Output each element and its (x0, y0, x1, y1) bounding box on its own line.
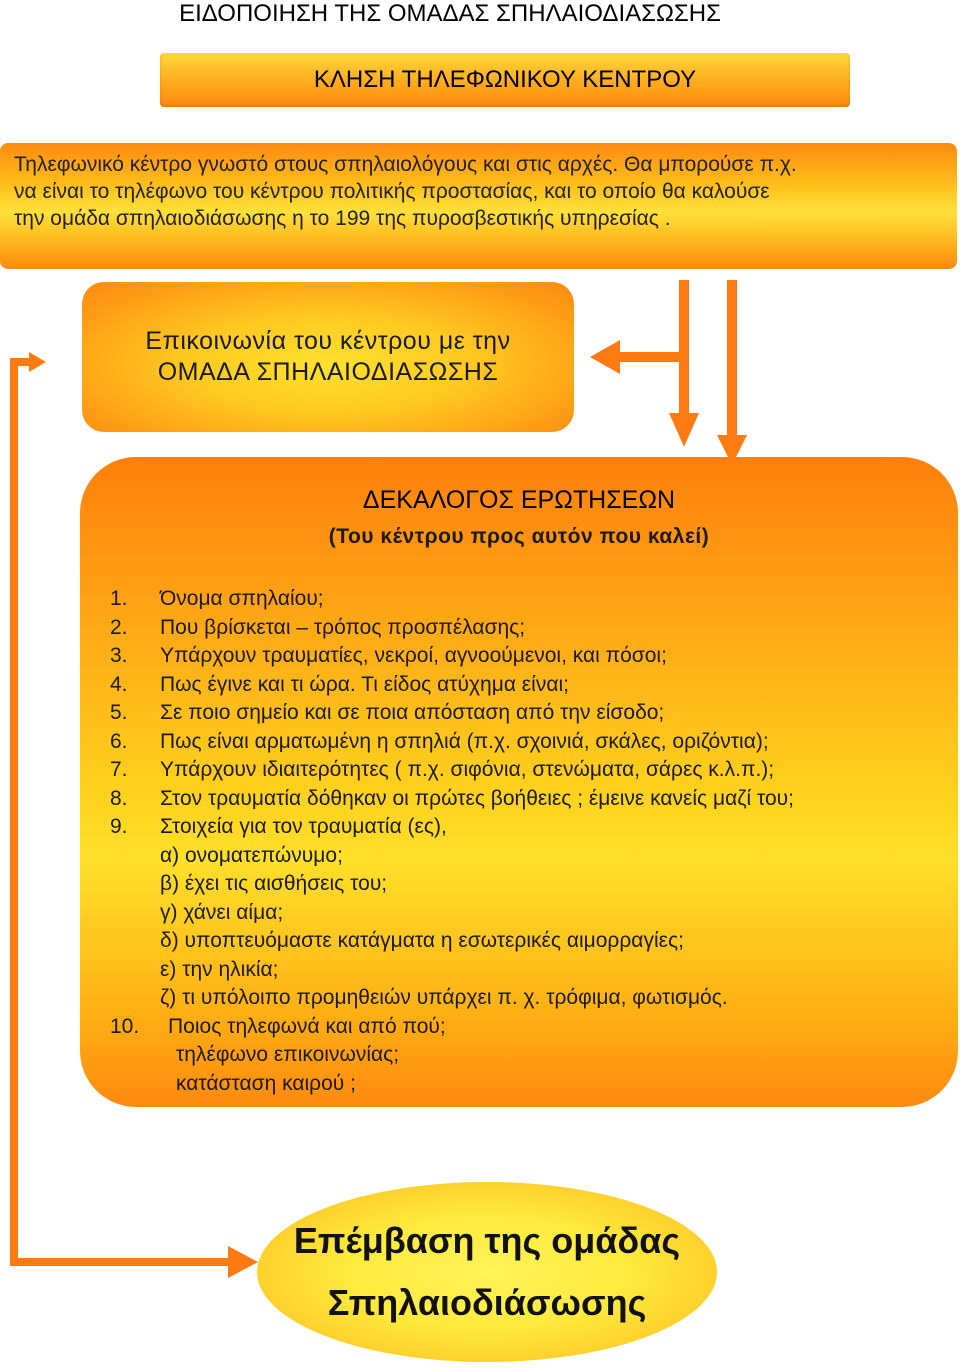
sub-item: γ) χάνει αίμα; (160, 900, 284, 924)
sub-item: δ) υποπτευόμαστε κατάγματα η εσωτερικές αιμορραγίες; (160, 929, 684, 952)
item-number: 1. (110, 587, 128, 610)
questions-subtitle: (Του κέντρου προς αυτόν που καλεί) (328, 525, 710, 548)
page-title: ΕΙΔΟΠΟΙΗΣΗ ΤΗΣ ΟΜΑΔΑΣ ΣΠΗΛΑΙΟΔΙΑΣΩΣΗΣ (179, 0, 721, 27)
sub-item: ζ) τι υπόλοιπο προμηθειών υπάρχει π. χ. τρόφιμα, φωτισμός. (160, 986, 728, 1009)
intervention-oval (257, 1182, 717, 1362)
down-arrow-left-head (669, 413, 699, 447)
item-number: 10. (110, 1014, 140, 1038)
list-item (110, 813, 940, 842)
sub-item: κατάσταση καιρού ; (176, 1071, 356, 1095)
list-item (110, 671, 940, 700)
item-number: 4. (110, 672, 128, 696)
list-item (110, 614, 940, 643)
final-line-1: Επέμβαση της ομάδας (293, 1220, 681, 1261)
item-text: Σε ποιο σημείο και σε ποια απόσταση από την είσοδο; (160, 701, 665, 724)
questions-list (110, 585, 940, 1098)
list-item (110, 756, 940, 785)
item-text: Υπάρχουν τραυματίες, νεκροί, αγνοούμενοι, και πόσοι; (160, 644, 667, 667)
left-arrow-head (590, 340, 620, 374)
item-number: 5. (110, 701, 128, 724)
down-arrow-right-shaft (727, 280, 737, 440)
item-text: Πως έγινε και τι ώρα. Τι είδος ατύχημα είναι; (160, 672, 569, 696)
item-text: Υπάρχουν ιδιαιτερότητες ( π.χ. σιφόνια, στενώματα, σάρες κ.λ.π.); (160, 758, 775, 781)
sub-item: τηλέφωνο επικοινωνίας; (176, 1043, 400, 1066)
final-line-2: Σπηλαιοδιάσωσης (327, 1282, 647, 1323)
item-text: Όνομα σπηλαίου; (160, 587, 324, 610)
down-arrow-left-shaft (679, 280, 689, 415)
list-item (110, 699, 940, 728)
item-number: 2. (110, 615, 128, 639)
list-item (110, 585, 940, 614)
item-number: 9. (110, 815, 128, 838)
list-item (110, 1013, 940, 1042)
list-item (110, 728, 940, 757)
item-number: 6. (110, 729, 128, 753)
communication-line-2: ΟΜΑΔΑ ΣΠΗΛΑΙΟΔΙΑΣΩΣΗΣ (157, 358, 499, 386)
info-line-2: να είναι το τηλέφωνο του κέντρου πολιτικής προστασίας, και το οποίο θα καλούσε (14, 180, 770, 203)
list-item (110, 642, 940, 671)
final-arrowhead (228, 1246, 258, 1278)
item-text: Που βρίσκεται – τρόπος προσπέλασης; (160, 615, 526, 639)
sub-item: β) έχει τις αισθήσεις του; (160, 872, 388, 895)
info-line-3: την ομάδα σπηλαιοδιάσωσης η το 199 της πυροσβεστικής υπηρεσίας . (14, 207, 671, 230)
item-number: 3. (110, 644, 128, 667)
sub-item: α) ονοματεπώνυμο; (160, 843, 343, 867)
call-center-label: ΚΛΗΣΗ ΤΗΛΕΦΩΝΙΚΟΥ ΚΕΝΤΡΟΥ (313, 66, 697, 93)
item-text: Πως είναι αρματωμένη η σπηλιά (π.χ. σχοινιά, σκάλες, οριζόντια); (160, 729, 769, 753)
item-text: Στον τραυματία δόθηκαν οι πρώτες βοήθειες ; έμεινε κανείς μαζί του; (160, 786, 794, 810)
questions-title: ΔΕΚΑΛΟΓΟΣ ΕΡΩΤΗΣΕΩΝ (362, 486, 676, 514)
sub-item: ε) την ηλικία; (160, 957, 279, 981)
item-text: Στοιχεία για τον τραυματία (ες), (160, 815, 447, 838)
item-number: 8. (110, 786, 128, 810)
item-text: Ποιος τηλεφωνά και από πού; (168, 1014, 446, 1038)
left-top-arrowhead (29, 352, 46, 372)
info-line-1: Τηλεφωνικό κέντρο γνωστό στους σπηλαιολόγους και στις αρχές. Θα μπορούσε π.χ. (14, 153, 797, 176)
list-item (110, 785, 940, 814)
item-number: 7. (110, 758, 128, 781)
communication-line-1: Επικοινωνία του κέντρου με την (145, 327, 511, 355)
